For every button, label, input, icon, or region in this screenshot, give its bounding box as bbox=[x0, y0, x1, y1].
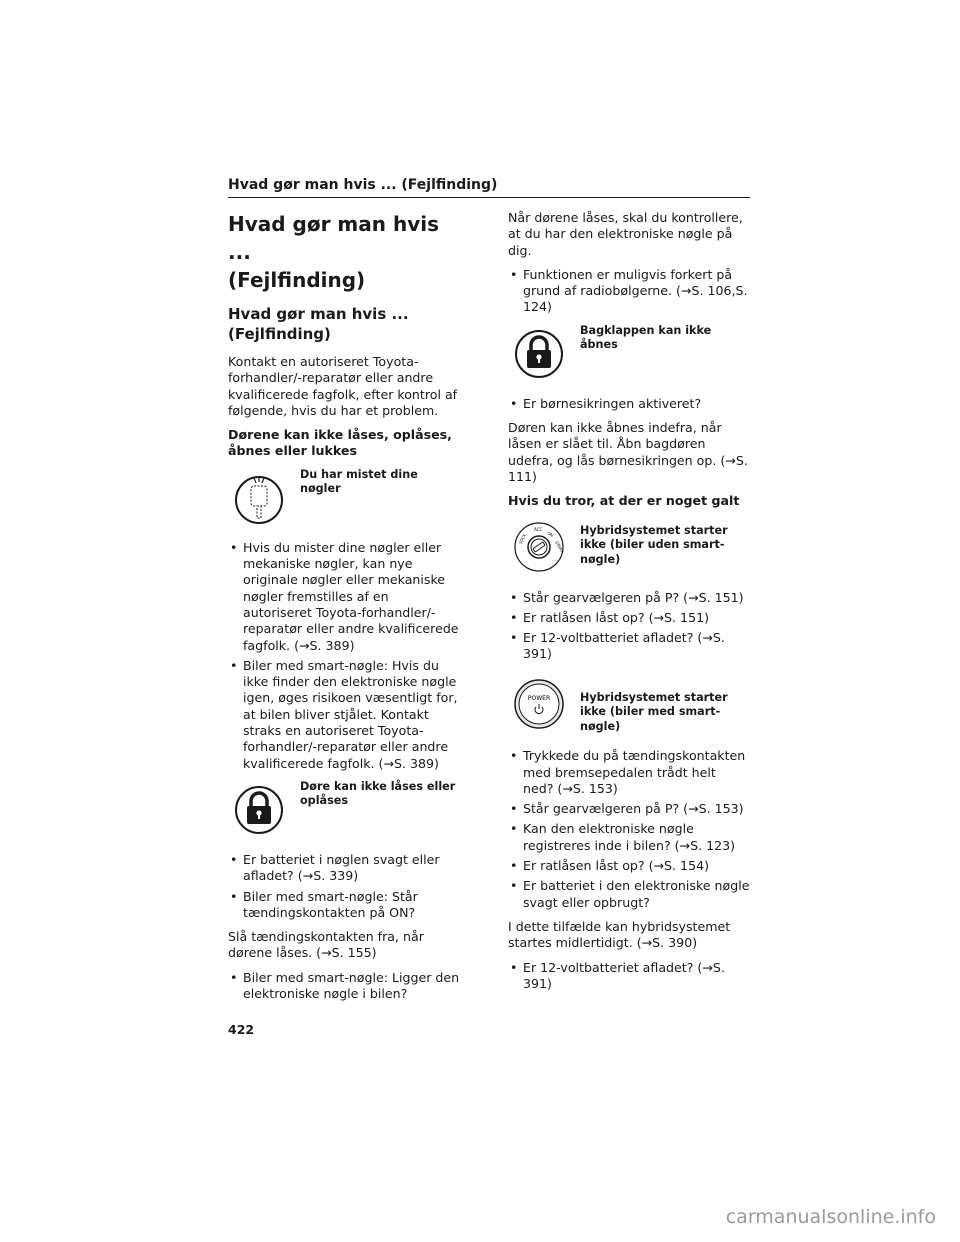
title-line-1: Hvad gør man hvis ... bbox=[228, 212, 440, 264]
list-item: • Er batteriet i den elektroniske nøgle svagt eller opbrugt? bbox=[508, 878, 750, 911]
ignition-switch-icon bbox=[512, 518, 566, 576]
ignition-label: ON bbox=[546, 530, 555, 538]
figure-doors-lock bbox=[228, 780, 460, 838]
no-smart-key-list bbox=[508, 590, 750, 663]
radio-waves-list bbox=[508, 267, 750, 316]
door-lock-list bbox=[228, 852, 460, 921]
page-number: 422 bbox=[228, 1022, 255, 1037]
smart-key-list bbox=[228, 970, 460, 1003]
ignition-label: ACC bbox=[534, 526, 543, 532]
right-column bbox=[508, 210, 750, 1000]
intro-paragraph: Kontakt en autoriseret Toyota-forhandler/-reparatør eller andre kvalificerede fagfolk, efter kontrol af følgende, hvis du har et problem. bbox=[228, 354, 458, 418]
figure-caption: Bagklappen kan ikke åbnes bbox=[580, 323, 712, 352]
watermark: carmanualsonline.info bbox=[725, 1206, 936, 1228]
ignition-label: START bbox=[554, 539, 565, 553]
child-lock-paragraph: Døren kan ikke åbnes indefra, når låsen er slået til. Åbn bagdøren udefra, og lås børnesikringen op. (→S. 111) bbox=[508, 420, 748, 484]
figure-tailgate bbox=[508, 324, 750, 382]
padlock-icon bbox=[512, 324, 566, 382]
list-item: • Kan den elektroniske nøgle registreres inde i bilen? (→S. 123) bbox=[508, 821, 750, 854]
left-column bbox=[228, 210, 460, 1010]
figure-caption: Døre kan ikke låses eller oplåses bbox=[300, 779, 456, 808]
figure-caption: Du har mistet dine nøgler bbox=[300, 467, 418, 496]
list-item: • Står gearvælgeren på P? (→S. 151) bbox=[508, 590, 750, 606]
figure-power-button bbox=[508, 675, 750, 735]
list-item: • Biler med smart-nøgle: Står tændingskontakten på ON? bbox=[228, 889, 460, 922]
temporary-start-paragraph: I dette tilfælde kan hybridsystemet startes midlertidigt. (→S. 390) bbox=[508, 918, 731, 951]
list-item: • Er ratlåsen låst op? (→S. 151) bbox=[508, 610, 750, 626]
something-wrong-heading: Hvis du tror, at der er noget galt bbox=[508, 493, 740, 509]
doors-heading: Dørene kan ikke låses, oplåses, åbnes eller lukkes bbox=[228, 427, 452, 459]
figure-ignition-key bbox=[508, 518, 750, 576]
list-item: • Trykkede du på tændingskontakten med bremsepedalen trådt helt ned? (→S. 153) bbox=[508, 748, 750, 797]
page-title bbox=[228, 210, 460, 294]
list-item: • Står gearvælgeren på P? (→S. 153) bbox=[508, 801, 750, 817]
check-key-paragraph: Når dørene låses, skal du kontrollere, at du har den elektroniske nøgle på dig. bbox=[508, 210, 743, 258]
list-item: • Hvis du mister dine nøgler eller mekaniske nøgler, kan nye originale nøgler eller mekaniske nøgler fremstilles af en autoriseret Toyota-forhandler/-reparatør eller andre kvalificerede fagfolk. (→S. 389) bbox=[228, 540, 460, 654]
section-subtitle: Hvad gør man hvis ... (Fejlfinding) bbox=[228, 305, 409, 343]
power-label: POWER bbox=[527, 694, 551, 702]
battery-list bbox=[508, 960, 750, 993]
list-item: • Biler med smart-nøgle: Hvis du ikke finder den elektroniske nøgle igen, øges risikoen væsentligt for, at bilen bliver stjålet. Kontakt straks en autoriseret Toyota-forhandler/-reparatør eller andre kvalificerede fagfolk. (→S. 389) bbox=[228, 658, 460, 772]
list-item: • Er 12-voltbatteriet afladet? (→S. 391) bbox=[508, 960, 750, 993]
list-item: • Er børnesikringen aktiveret? bbox=[508, 396, 750, 412]
lost-keys-list bbox=[228, 540, 460, 772]
running-header: Hvad gør man hvis ... (Fejlfinding) bbox=[228, 177, 750, 198]
list-item: • Er batteriet i nøglen svagt eller afladet? (→S. 339) bbox=[228, 852, 460, 885]
list-item: • Er ratlåsen låst op? (→S. 154) bbox=[508, 858, 750, 874]
smart-key-start-list bbox=[508, 748, 750, 911]
ignition-off-paragraph: Slå tændingskontakten fra, når dørene låses. (→S. 155) bbox=[228, 929, 424, 961]
padlock-icon bbox=[232, 780, 286, 838]
figure-caption: Hybridsystemet starter ikke (biler med smart-nøgle) bbox=[580, 690, 728, 733]
list-item: • Funktionen er muligvis forkert på grund af radiobølgerne. (→S. 106,S. 124) bbox=[508, 267, 750, 316]
power-button-icon bbox=[512, 675, 566, 733]
figure-caption: Hybridsystemet starter ikke (biler uden smart-nøgle) bbox=[580, 523, 728, 566]
key-fob-icon bbox=[232, 468, 286, 526]
figure-lost-keys bbox=[228, 468, 460, 526]
title-line-2: (Fejlfinding) bbox=[228, 268, 366, 292]
list-item: • Er 12-voltbatteriet afladet? (→S. 391) bbox=[508, 630, 750, 663]
ignition-label: LOCK bbox=[517, 532, 528, 545]
list-item: • Biler med smart-nøgle: Ligger den elektroniske nøgle i bilen? bbox=[228, 970, 460, 1003]
child-lock-list bbox=[508, 396, 750, 412]
